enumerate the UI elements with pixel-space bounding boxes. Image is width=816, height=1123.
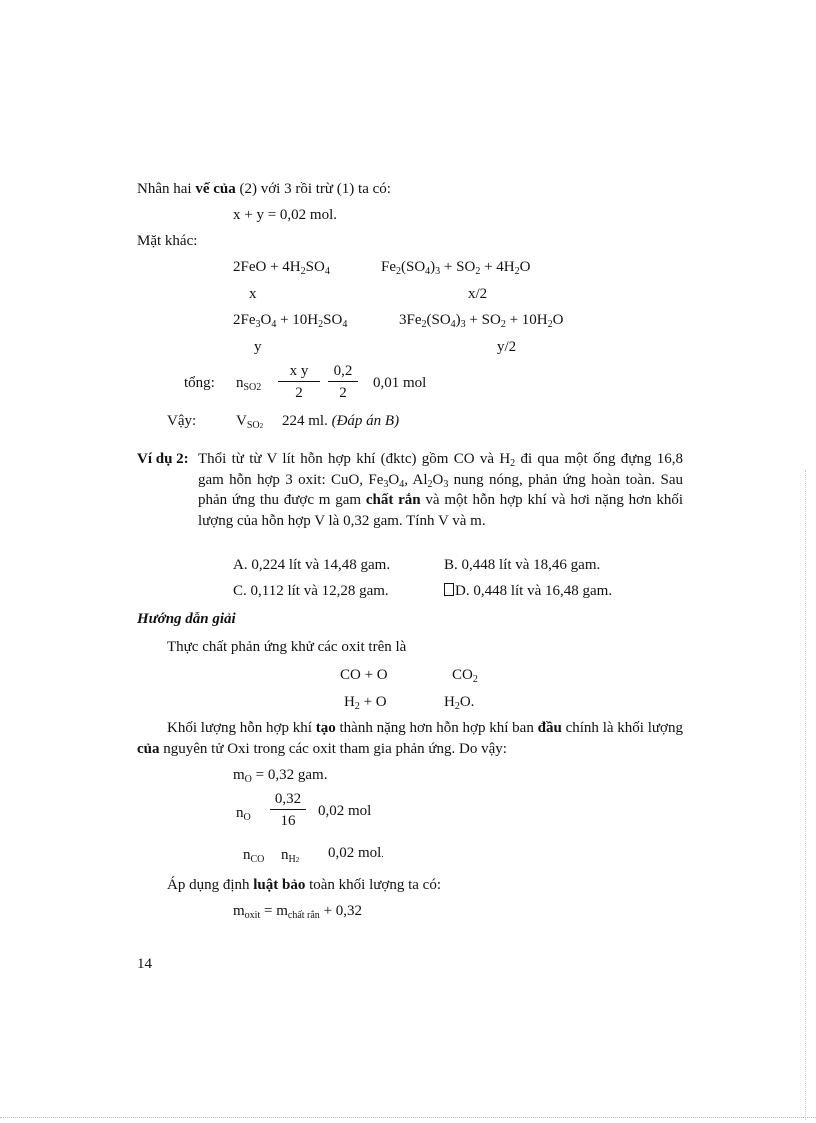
reaction-right: $3Fe_2(SO_4)_3 + SO_2 + 10H_2O$ [399,312,564,330]
fraction: $\frac{\text{x y}}{2}$ [278,362,320,402]
mole-y2: y/2 [497,339,517,355]
mole-y: y [254,339,262,355]
checkbox-icon [444,583,454,596]
bottom-dotted-line [0,1117,816,1118]
v-so2: $V_{SO2}$ [236,413,264,431]
option-a: A. 0,224 lít và 14,48 gam. [233,557,391,573]
reaction-left: CO + O [340,667,388,683]
m-oxit: $m_{oxit} = m_{chất rắn} + 0,32$ [233,903,363,921]
mole-x2: x/2 [468,286,488,302]
reaction-right: $H_2O$. [444,694,475,712]
paragraph: Khối lượng hỗn hợp khí tạo thành nặng hơn hỗn hợp khí ban đầu chính là khối lượng của nguyên tử Oxi trong các oxit tham gia phản ứng. Do vậy: [137,720,683,757]
option-c: C. 0,112 lít và 12,28 gam. [233,583,389,599]
text-line: Áp dụng định luật bảo toàn khối lượng ta có: [167,877,441,893]
page-number: 14 [137,956,152,972]
value: 224 ml. (Đáp án B) [282,413,400,429]
value: 0,01 mol [373,375,427,391]
reaction-left: $2Fe_3O_4 + 10H_2SO_4$ [233,312,348,330]
label-tong: tổng: [184,375,215,391]
section-heading: Hướng dẫn giải [137,611,236,627]
mole-x: x [249,286,257,302]
reaction-left: $H_2 + O$ [344,694,387,712]
label-vay: Vậy: [167,413,197,429]
reaction-right: $Fe_2(SO_4)_3 + SO_2 + 4H_2O$ [381,259,531,277]
value: 0,02 mol. [328,845,384,861]
fraction: $\frac{0,2}{2}$ [328,362,358,402]
example-label: Ví dụ 2: [137,451,189,467]
option-d: D. 0,448 lít và 16,48 gam. [444,582,612,600]
example-text: Thổi từ từ V lít hỗn hợp khí (đktc) gồm CO và $H_2$ đi qua một ống đựng 16,8 gam hỗn hợp 3 oxit: CuO, $Fe_3O_4$, $Al_2O_3$ nung nóng, phản ứng hoàn toàn. Sau phản ứng thu được m gam chất rắn và một hỗn hợp khí và hơi nặng hơn khối lượng của hỗn hợp V là 0,32 gam. Tính V và m. [198,451,684,529]
text-line: Nhân hai vế của (2) với 3 rồi trừ (1) ta có: [137,181,391,197]
option-b: B. 0,448 lít và 18,46 gam. [444,557,601,573]
margin-dotted-line [805,470,806,1120]
m-o: $m_O = 0,32$ gam. [233,767,328,785]
reaction-right: $CO_2$ [452,667,478,685]
fraction: $\frac{0,32}{16}$ [270,790,306,830]
text-line: Mặt khác: [137,233,198,249]
n-h2: $n_{H2}$ [281,847,300,865]
n-so2: $n_{SO2}$ [236,375,262,393]
value: 0,02 mol [318,803,372,819]
equation: x + y = 0,02 mol. [233,207,338,223]
text-line: Thực chất phản ứng khử các oxit trên là [167,639,407,655]
n-co: $n_{CO}$ [243,847,265,865]
n-o: $n_O$ [236,805,251,823]
reaction-left: $2FeO + 4H_2SO_4$ [233,259,330,277]
